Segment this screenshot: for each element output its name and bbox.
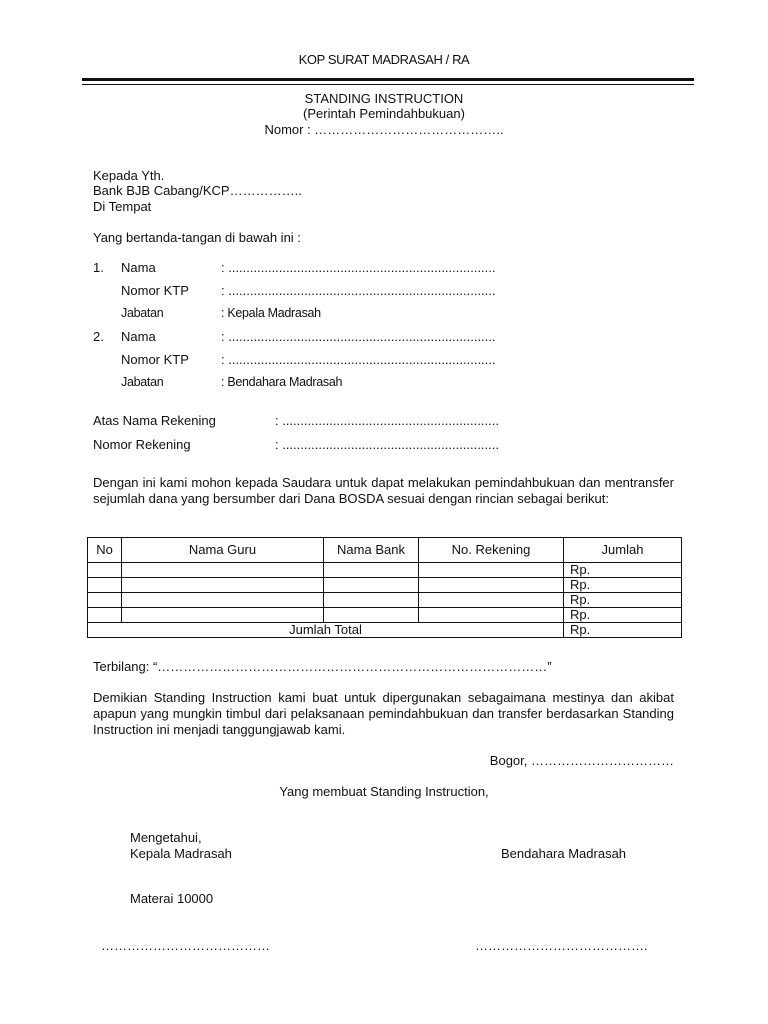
- recipient-line-1: Kepada Yth.: [93, 168, 165, 183]
- sign-left-dots: …………………………………: [101, 938, 270, 953]
- table-cell: [324, 563, 419, 578]
- signer-2-jabatan-value: : Bendahara Madrasah: [221, 375, 343, 389]
- header-rule-thick: [82, 78, 694, 81]
- account-number-value: : ............................................................: [275, 437, 499, 452]
- signer-2-name-value: : ..........................................................................: [221, 329, 496, 344]
- signer-1-number: 1.: [93, 260, 104, 275]
- table-cell: [419, 608, 564, 623]
- table-cell: [88, 608, 122, 623]
- table-cell: [122, 608, 324, 623]
- table-cell: [122, 593, 324, 608]
- header-no: No: [88, 538, 122, 563]
- table-row: [88, 593, 682, 608]
- table-cell: [122, 578, 324, 593]
- table-row: [88, 578, 682, 593]
- signer-1-jabatan-value: : Kepala Madrasah: [221, 306, 321, 320]
- table-cell: [88, 563, 122, 578]
- signer-1-ktp-value: : ..........................................................................: [221, 283, 496, 298]
- total-label: Jumlah Total: [88, 623, 564, 638]
- document-number: Nomor : ……………………………………..: [264, 122, 504, 137]
- signer-2-ktp-value: : ..........................................................................: [221, 352, 496, 367]
- table-cell: [324, 578, 419, 593]
- document-subtitle: (Perintah Pemindahbukuan): [303, 106, 465, 121]
- intro-text: Yang bertanda-tangan di bawah ini :: [93, 230, 301, 245]
- letterhead: KOP SURAT MADRASAH / RA: [298, 52, 470, 67]
- place-date: Bogor, ……………………………: [489, 753, 674, 768]
- document-title: STANDING INSTRUCTION: [304, 91, 464, 106]
- table-cell: [324, 593, 419, 608]
- table-cell-amount: Rp.: [564, 608, 682, 623]
- table-row: [88, 563, 682, 578]
- signer-1-ktp-label: Nomor KTP: [121, 283, 189, 298]
- closing-paragraph: Demikian Standing Instruction kami buat untuk dipergunakan sebagaimana mestinya dan akibat apapun yang mungkin timbul dari pelaksanaan pemindahbukuan dan transfer berdasarkan Standing Instruction ini menjadi tanggungjawab kami.: [93, 690, 674, 737]
- sign-right-dots: ………………………………….: [475, 938, 648, 953]
- header-nama-bank: Nama Bank: [324, 538, 419, 563]
- maker-label: Yang membuat Standing Instruction,: [279, 784, 489, 799]
- recipient-line-2: Bank BJB Cabang/KCP……………..: [93, 183, 302, 198]
- header-nama-guru: Nama Guru: [122, 538, 324, 563]
- table-cell: [122, 563, 324, 578]
- signer-1-jabatan-label: Jabatan: [121, 306, 164, 320]
- total-amount: Rp.: [564, 623, 682, 638]
- table-cell: [88, 578, 122, 593]
- account-name-value: : ............................................................: [275, 413, 499, 428]
- transfer-table: [87, 537, 682, 638]
- signer-2-ktp-label: Nomor KTP: [121, 352, 189, 367]
- signer-2-jabatan-label: Jabatan: [121, 375, 164, 389]
- recipient-line-3: Di Tempat: [93, 199, 152, 214]
- materai-label: Materai 10000: [130, 891, 214, 906]
- table-cell: [419, 563, 564, 578]
- sign-right-line-1: Bendahara Madrasah: [501, 846, 627, 861]
- header-no-rekening: No. Rekening: [419, 538, 564, 563]
- table-cell-amount: Rp.: [564, 593, 682, 608]
- header-rule-thin: [82, 84, 694, 85]
- table-row: [88, 608, 682, 623]
- table-cell-amount: Rp.: [564, 563, 682, 578]
- sign-left-line-1: Mengetahui,: [130, 830, 202, 845]
- signer-2-name-label: Nama: [121, 329, 156, 344]
- header-jumlah: Jumlah: [564, 538, 682, 563]
- table-cell: [88, 593, 122, 608]
- table-total-row: [88, 623, 682, 638]
- signer-2-number: 2.: [93, 329, 104, 344]
- table-cell: [324, 608, 419, 623]
- account-name-label: Atas Nama Rekening: [93, 413, 216, 428]
- signer-1-name-value: : ..........................................................................: [221, 260, 496, 275]
- sign-left-line-2: Kepala Madrasah: [130, 846, 232, 861]
- signer-1-name-label: Nama: [121, 260, 156, 275]
- table-header-row: [88, 538, 682, 563]
- request-paragraph: Dengan ini kami mohon kepada Saudara untuk dapat melakukan pemindahbukuan dan mentransfer sejumlah dana yang bersumber dari Dana BOSDA sesuai dengan rincian sebagai berikut:: [93, 475, 674, 506]
- terbilang-line: Terbilang: “………………………………………………………………………………”: [93, 659, 552, 674]
- table-cell: [419, 578, 564, 593]
- table-cell-amount: Rp.: [564, 578, 682, 593]
- account-number-label: Nomor Rekening: [93, 437, 191, 452]
- table-cell: [419, 593, 564, 608]
